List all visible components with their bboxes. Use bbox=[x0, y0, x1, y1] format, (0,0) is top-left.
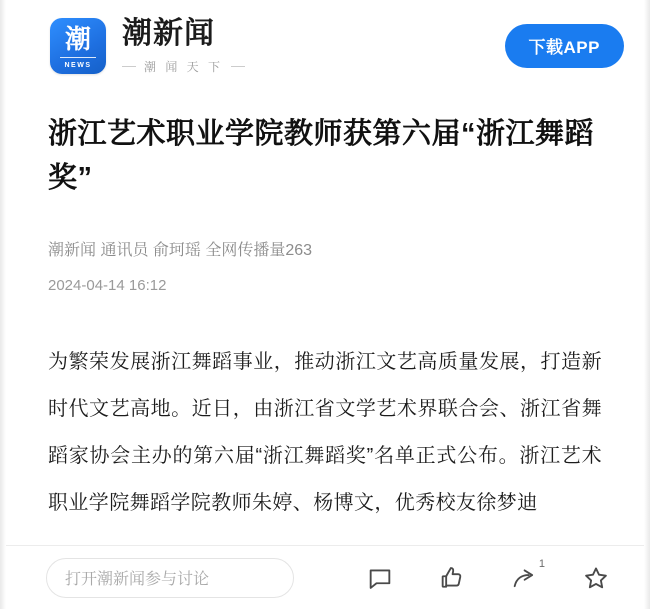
logo[interactable] bbox=[50, 18, 106, 74]
slogan-dash-left bbox=[122, 66, 136, 67]
slogan-dash-right bbox=[231, 66, 245, 67]
page-title: 浙江艺术职业学院教师获第六届“浙江舞蹈奖” bbox=[48, 118, 595, 194]
star-icon[interactable] bbox=[582, 564, 610, 592]
comment-icon[interactable] bbox=[366, 564, 394, 592]
share-count: 1 bbox=[538, 557, 545, 570]
article-byline: 潮新闻 通讯员 俞珂瑶 全网传播量263 bbox=[48, 242, 313, 259]
brand-block bbox=[122, 16, 505, 75]
action-icons bbox=[294, 557, 624, 592]
article-container bbox=[0, 88, 650, 527]
logo-char: 潮 bbox=[64, 23, 91, 54]
logo-divider bbox=[60, 57, 96, 58]
share-icon[interactable] bbox=[510, 557, 545, 592]
site-header bbox=[0, 0, 650, 88]
brand-slogan-row bbox=[122, 58, 505, 75]
bottom-action-bar bbox=[0, 545, 650, 609]
page-left-edge-shadow bbox=[0, 0, 6, 609]
article-timestamp: 2024-04-14 16:12 bbox=[48, 277, 167, 294]
brand-name: 潮新闻 bbox=[122, 17, 215, 50]
page-right-edge-shadow bbox=[644, 0, 650, 609]
article-body: 为繁荣发展浙江舞蹈事业，推动浙江文艺高质量发展，打造新时代文艺高地。近日，由浙江省文学艺术界联合会、浙江省舞蹈家协会主办的第六届“浙江舞蹈奖”名单正式公布。浙江艺术职业学院舞蹈学院教师朱婷、杨博文，优秀校友徐梦迪 bbox=[48, 351, 602, 514]
download-app-button[interactable]: 下载APP bbox=[505, 24, 624, 68]
comment-input[interactable] bbox=[46, 558, 294, 598]
comment-placeholder: 打开潮新闻参与讨论 bbox=[65, 571, 210, 588]
brand-slogan: 潮 闻 天 下 bbox=[144, 60, 224, 74]
logo-subtext: NEWS bbox=[64, 61, 92, 69]
thumbs-up-icon[interactable] bbox=[438, 564, 466, 592]
